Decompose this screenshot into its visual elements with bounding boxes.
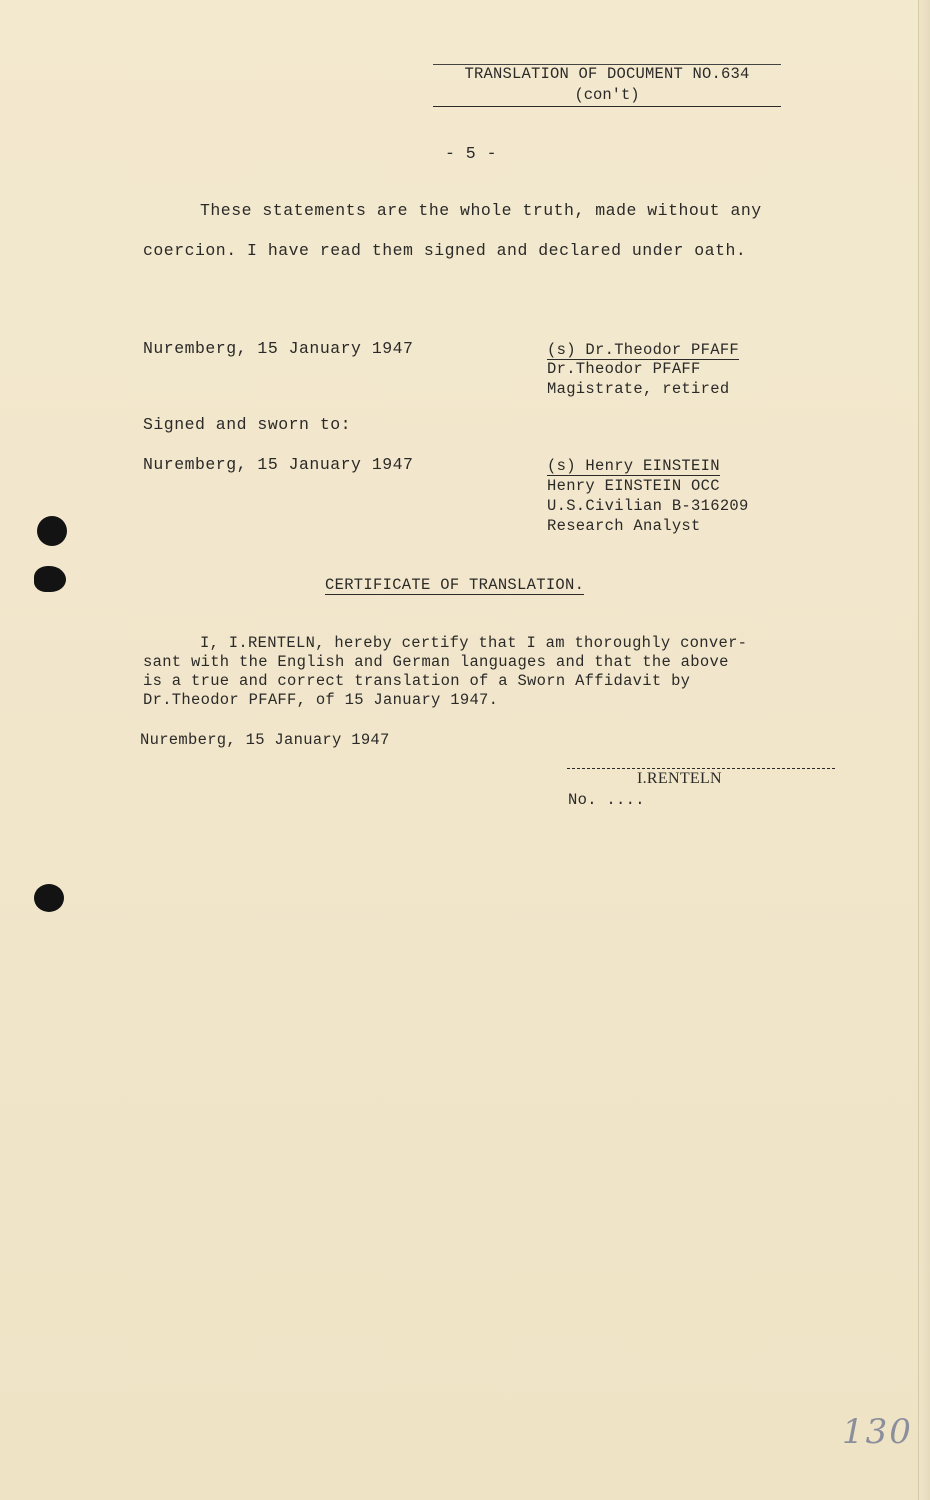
certificate-line-2: sant with the English and German languages and that the above: [143, 653, 729, 671]
certificate-line-4: Dr.Theodor PFAFF, of 15 January 1947.: [143, 691, 499, 709]
translator-number: No. ....: [568, 791, 645, 809]
punch-hole-top: [37, 516, 67, 546]
witness-title: Research Analyst: [547, 517, 701, 535]
certificate-line-3: is a true and correct translation of a Sworn Affidavit by: [143, 672, 691, 690]
witness-name: Henry EINSTEIN OCC: [547, 477, 720, 495]
header-title: TRANSLATION OF DOCUMENT NO.634: [464, 65, 750, 83]
witness-signature: (s) Henry EINSTEIN: [547, 457, 720, 475]
translator-name: I.RENTELN: [637, 770, 722, 787]
affiant-title: Magistrate, retired: [547, 380, 730, 398]
page-number: - 5 -: [445, 144, 498, 163]
statement-line-2: coercion. I have read them signed and declared under oath.: [143, 241, 747, 260]
affiant-signature: (s) Dr.Theodor PFAFF: [547, 341, 740, 359]
sworn-label: Signed and sworn to:: [143, 415, 352, 434]
header-subtitle: (con't): [433, 86, 781, 107]
certificate-place-date: Nuremberg, 15 January 1947: [140, 731, 390, 749]
certificate-heading: CERTIFICATE OF TRANSLATION.: [325, 576, 585, 594]
affiant-place-date: Nuremberg, 15 January 1947: [143, 339, 414, 358]
punch-hole-middle: [34, 566, 66, 592]
affiant-name: Dr.Theodor PFAFF: [547, 360, 701, 378]
witness-id: U.S.Civilian B-316209: [547, 497, 749, 515]
witness-place-date: Nuremberg, 15 January 1947: [143, 455, 414, 474]
certificate-line-1: I, I.RENTELN, hereby certify that I am thoroughly conver-: [200, 634, 748, 652]
paper-edge: [918, 0, 930, 1500]
statement-line-1: These statements are the whole truth, made without any: [200, 201, 762, 220]
punch-hole-bottom: [34, 884, 64, 912]
document-header: [433, 64, 781, 104]
translator-signature-line: [567, 768, 835, 769]
handwritten-page-number: 130: [842, 1412, 913, 1452]
